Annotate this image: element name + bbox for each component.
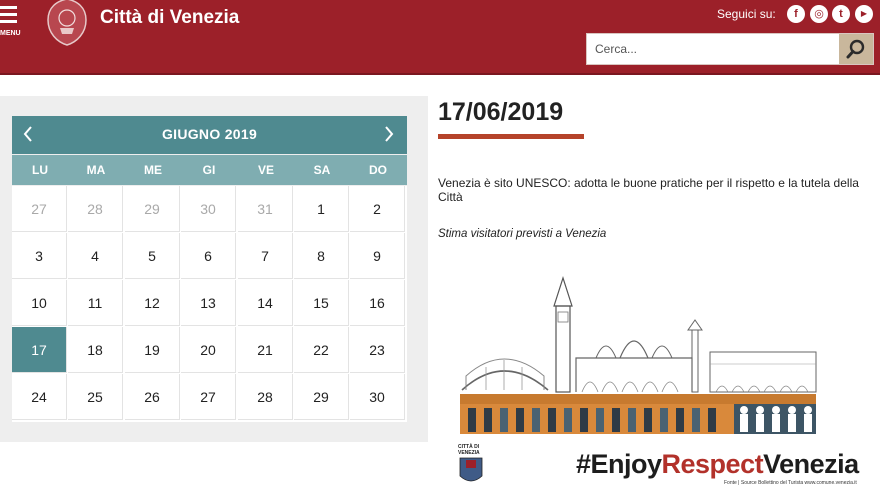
calendar-day-cell[interactable]: 9 (350, 233, 405, 279)
search-icon (839, 34, 873, 64)
calendar-day-cell[interactable]: 29 (125, 186, 180, 232)
instagram-icon[interactable]: ◎ (810, 5, 828, 23)
site-header (0, 0, 880, 75)
weekday-label: GI (202, 163, 216, 177)
hamburger-icon (0, 6, 17, 9)
hamburger-bar (0, 20, 17, 23)
calendar-day-cell[interactable]: 19 (125, 327, 180, 373)
search-button[interactable] (839, 34, 873, 64)
calendar-day-cell[interactable]: 22 (294, 327, 349, 373)
weekday-label: MA (86, 163, 106, 177)
calendar-day-cell[interactable]: 20 (181, 327, 236, 373)
calendar-day-cell[interactable]: 31 (238, 186, 293, 232)
calendar-day-cell[interactable]: 21 (238, 327, 293, 373)
title-underline (438, 134, 584, 139)
calendar-day-cell[interactable]: 11 (68, 280, 123, 326)
weekday-label: SA (313, 163, 331, 177)
weekday-label: ME (144, 163, 162, 177)
hamburger-bar (0, 13, 17, 16)
weekday-label: LU (32, 163, 48, 177)
hashtag-respect: Respect (661, 449, 764, 479)
youtube-icon[interactable]: ▶ (855, 5, 873, 23)
twitter-icon[interactable]: t (832, 5, 850, 23)
menu-label: MENU (0, 30, 21, 37)
weekday-header (12, 155, 407, 185)
chevron-right-icon (379, 122, 399, 146)
calendar-header (12, 116, 407, 154)
calendar-day-cell[interactable]: 8 (294, 233, 349, 279)
calendar-day-cell[interactable]: 1 (294, 186, 349, 232)
calendar-day-cell[interactable]: 24 (12, 374, 67, 420)
calendar-day-cell[interactable]: 23 (350, 327, 405, 373)
calendar-day-cell[interactable]: 18 (68, 327, 123, 373)
search-box (586, 33, 874, 65)
menu-button[interactable] (0, 6, 22, 40)
calendar-day-cell[interactable]: 5 (125, 233, 180, 279)
calendar-day-cell[interactable]: 6 (181, 233, 236, 279)
follow-label: Seguici su: (717, 7, 776, 21)
calendar-day-cell[interactable]: 4 (68, 233, 123, 279)
city-crest-logo[interactable] (46, 0, 88, 46)
calendar-grid (12, 186, 407, 422)
calendar-day-cell[interactable]: 29 (294, 374, 349, 420)
calendar-day-cell[interactable]: 30 (181, 186, 236, 232)
calendar-day-cell[interactable]: 27 (12, 186, 67, 232)
calendar-day-cell[interactable]: 28 (238, 374, 293, 420)
unesco-notice: Venezia è sito UNESCO: adotta le buone pratiche per il rispetto e la tutela della Città (438, 176, 859, 204)
weekday-label: DO (369, 163, 387, 177)
calendar-day-cell[interactable]: 12 (125, 280, 180, 326)
search-input[interactable] (587, 34, 839, 64)
svg-text:VENEZIA: VENEZIA (458, 450, 480, 456)
hashtag-enjoy: #Enjoy (576, 449, 662, 479)
weekday-label: VE (257, 163, 274, 177)
city-crest-small (458, 443, 482, 481)
calendar-day-cell[interactable]: 14 (238, 280, 293, 326)
selected-date-title: 17/06/2019 (438, 98, 564, 126)
calendar-day-cell[interactable]: 27 (181, 374, 236, 420)
calendar-day-cell[interactable]: 13 (181, 280, 236, 326)
calendar-day-cell[interactable]: 30 (350, 374, 405, 420)
facebook-icon[interactable]: f (787, 5, 805, 23)
next-month-button[interactable] (379, 122, 399, 146)
svg-text:CITTÀ DI: CITTÀ DI (458, 444, 480, 450)
hashtag-venezia: Venezia (763, 449, 859, 479)
hashtag-slogan (576, 449, 859, 480)
site-title[interactable]: Città di Venezia (100, 7, 240, 28)
calendar-day-cell[interactable]: 3 (12, 233, 67, 279)
calendar-day-cell[interactable]: 10 (12, 280, 67, 326)
calendar-day-cell[interactable]: 25 (68, 374, 123, 420)
calendar-day-cell[interactable]: 15 (294, 280, 349, 326)
calendar-day-cell[interactable]: 2 (350, 186, 405, 232)
banner-source: Fonte | Source Bollettino del Turista www.comune.venezia.it (724, 480, 857, 486)
calendar-month-label: GIUGNO 2019 (161, 126, 258, 142)
calendar-day-cell[interactable]: 26 (125, 374, 180, 420)
calendar-day-cell[interactable]: 7 (238, 233, 293, 279)
calendar-day-cell[interactable]: 28 (68, 186, 123, 232)
calendar-day-cell[interactable]: 16 (350, 280, 405, 326)
calendar-day-cell[interactable]: 17 (12, 327, 67, 373)
visitor-estimate-label: Stima visitatori previsti a Venezia (438, 228, 607, 240)
